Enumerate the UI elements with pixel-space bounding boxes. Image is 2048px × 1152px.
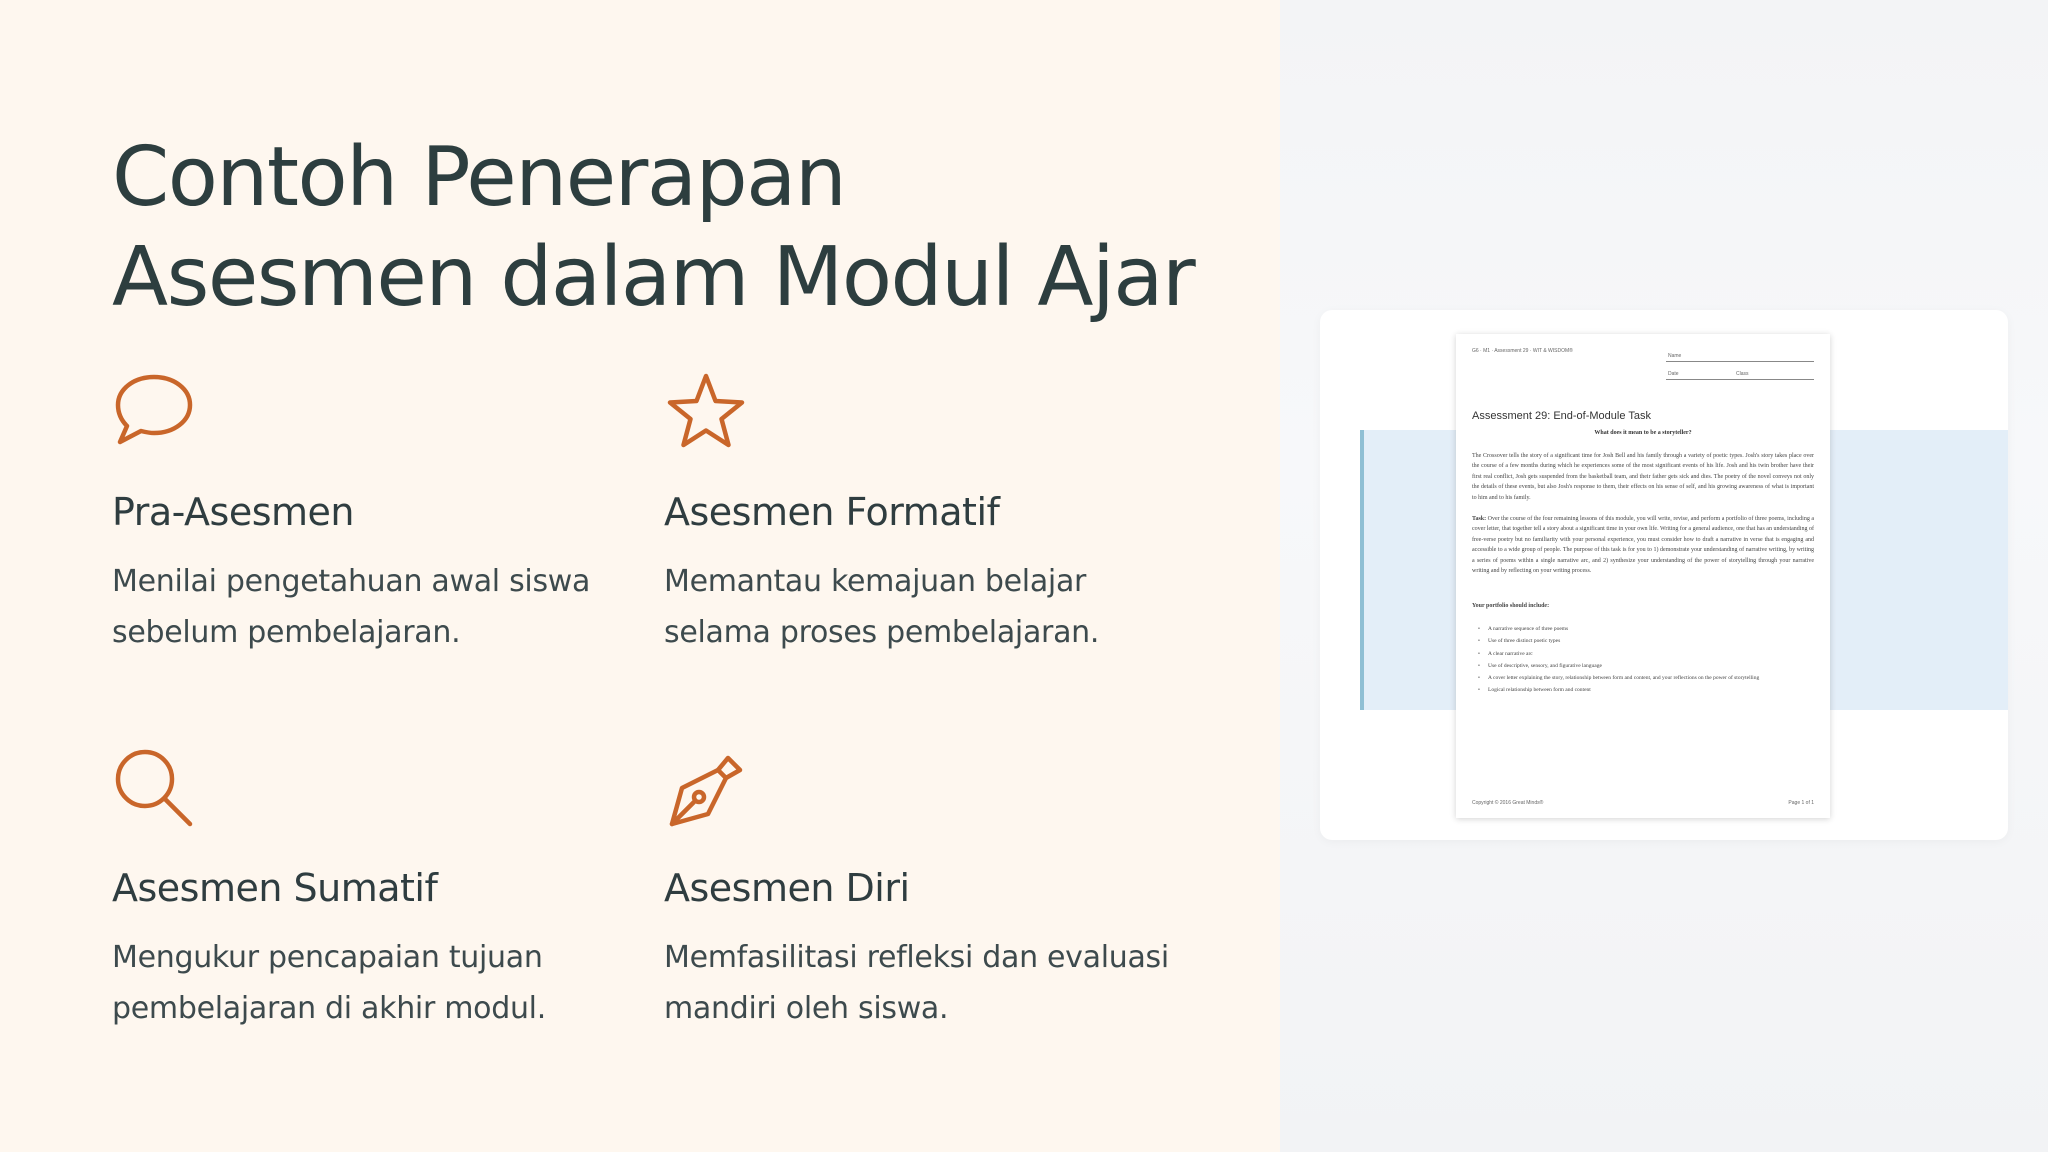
- card-description: Memfasilitasi refleksi dan evaluasi mandiri oleh siswa.: [664, 940, 1169, 1026]
- card-title: Pra-Asesmen: [112, 490, 354, 534]
- name-line: [1666, 361, 1814, 362]
- card-asesmen-formatif: [664, 370, 1184, 658]
- card-description: Menilai pengetahuan awal siswa sebelum pembelajaran.: [112, 564, 591, 650]
- star-icon: [664, 370, 748, 454]
- card-asesmen-sumatif: [112, 746, 632, 1034]
- list-item: • A cover letter explaining the story, relationship between form and content, and your reflections on the power of storytelling: [1478, 672, 1814, 684]
- portfolio-list: [1478, 623, 1814, 697]
- document-footer-right: Page 1 of 1: [1788, 800, 1814, 806]
- document-page: [1456, 334, 1830, 818]
- document-header: G6 · M1 · Assessment 29 · WIT & WISDOM®: [1472, 348, 1573, 354]
- document-task: [1472, 514, 1814, 578]
- document-preview: [1320, 310, 2008, 840]
- card-title: Asesmen Formatif: [664, 490, 1000, 534]
- magnifier-icon: [112, 746, 196, 830]
- card-description: Memantau kemajuan belajar selama proses pembelajaran.: [664, 564, 1100, 650]
- list-item: • A clear narrative arc: [1478, 648, 1814, 660]
- document-heading: Assessment 29: End-of-Module Task: [1472, 410, 1651, 422]
- task-text: Over the course of the four remaining lessons of this module, you will write, revise, and perform a portfolio of three poems, including a cover letter, that together tell a story about a significant time in your own life. Writing for a general audience, one that has an understanding of free-verse poetry but no familiarity with your personal experience, you must consider how to draft a narrative in verse that is engaging and accessible to a wide group of people. The purpose of this task is for you to 1) demonstrate your understanding of narrative writing, by writing a series of poems within a single narrative arc, and 2) synthesize your understanding of the power of storytelling through your narrative writing and by reflecting on your writing process.: [1472, 516, 1814, 575]
- list-item: • Use of descriptive, sensory, and figurative language: [1478, 660, 1814, 672]
- card-title: Asesmen Sumatif: [112, 866, 438, 910]
- card-pra-asesmen: [112, 370, 632, 658]
- document-intro: The Crossover tells the story of a significant time for Josh Bell and his family through a variety of poetic types. Josh's story takes place over the course of a few months during which he experiences some of the most significant events of his life. Josh and his twin brother have their first real conflict, Josh gets suspended from the basketball team, and their father gets sick and dies. The poetry of the novel conveys not only the details of these events, but also Josh's response to them, their effects on his sense of self, and his growing awareness of what is important to him and to his family.: [1472, 453, 1814, 501]
- card-title: Asesmen Diri: [664, 866, 910, 910]
- card-asesmen-diri: [664, 746, 1184, 1034]
- task-label: Task:: [1472, 516, 1487, 522]
- list-item: • Use of three distinct poetic types: [1478, 635, 1814, 647]
- speech-bubble-icon: [112, 370, 196, 454]
- document-footer-left: Copyright © 2016 Great Minds®: [1472, 800, 1544, 806]
- date-class-line: [1666, 379, 1814, 380]
- class-label: Class: [1736, 371, 1749, 377]
- portfolio-label: Your portfolio should include:: [1472, 603, 1550, 609]
- list-item: • Logical relationship between form and content: [1478, 684, 1814, 696]
- list-item: • A narrative sequence of three poems: [1478, 623, 1814, 635]
- slide-title: Contoh Penerapan Asesmen dalam Modul Ajar: [112, 130, 1195, 325]
- document-subheading: What does it mean to be a storyteller?: [1594, 430, 1692, 436]
- date-label: Date: [1668, 371, 1679, 377]
- card-description: Mengukur pencapaian tujuan pembelajaran di akhir modul.: [112, 940, 546, 1026]
- highlight-band-edge: [1360, 430, 1364, 710]
- fountain-pen-icon: [664, 746, 748, 830]
- name-label: Name: [1668, 353, 1682, 359]
